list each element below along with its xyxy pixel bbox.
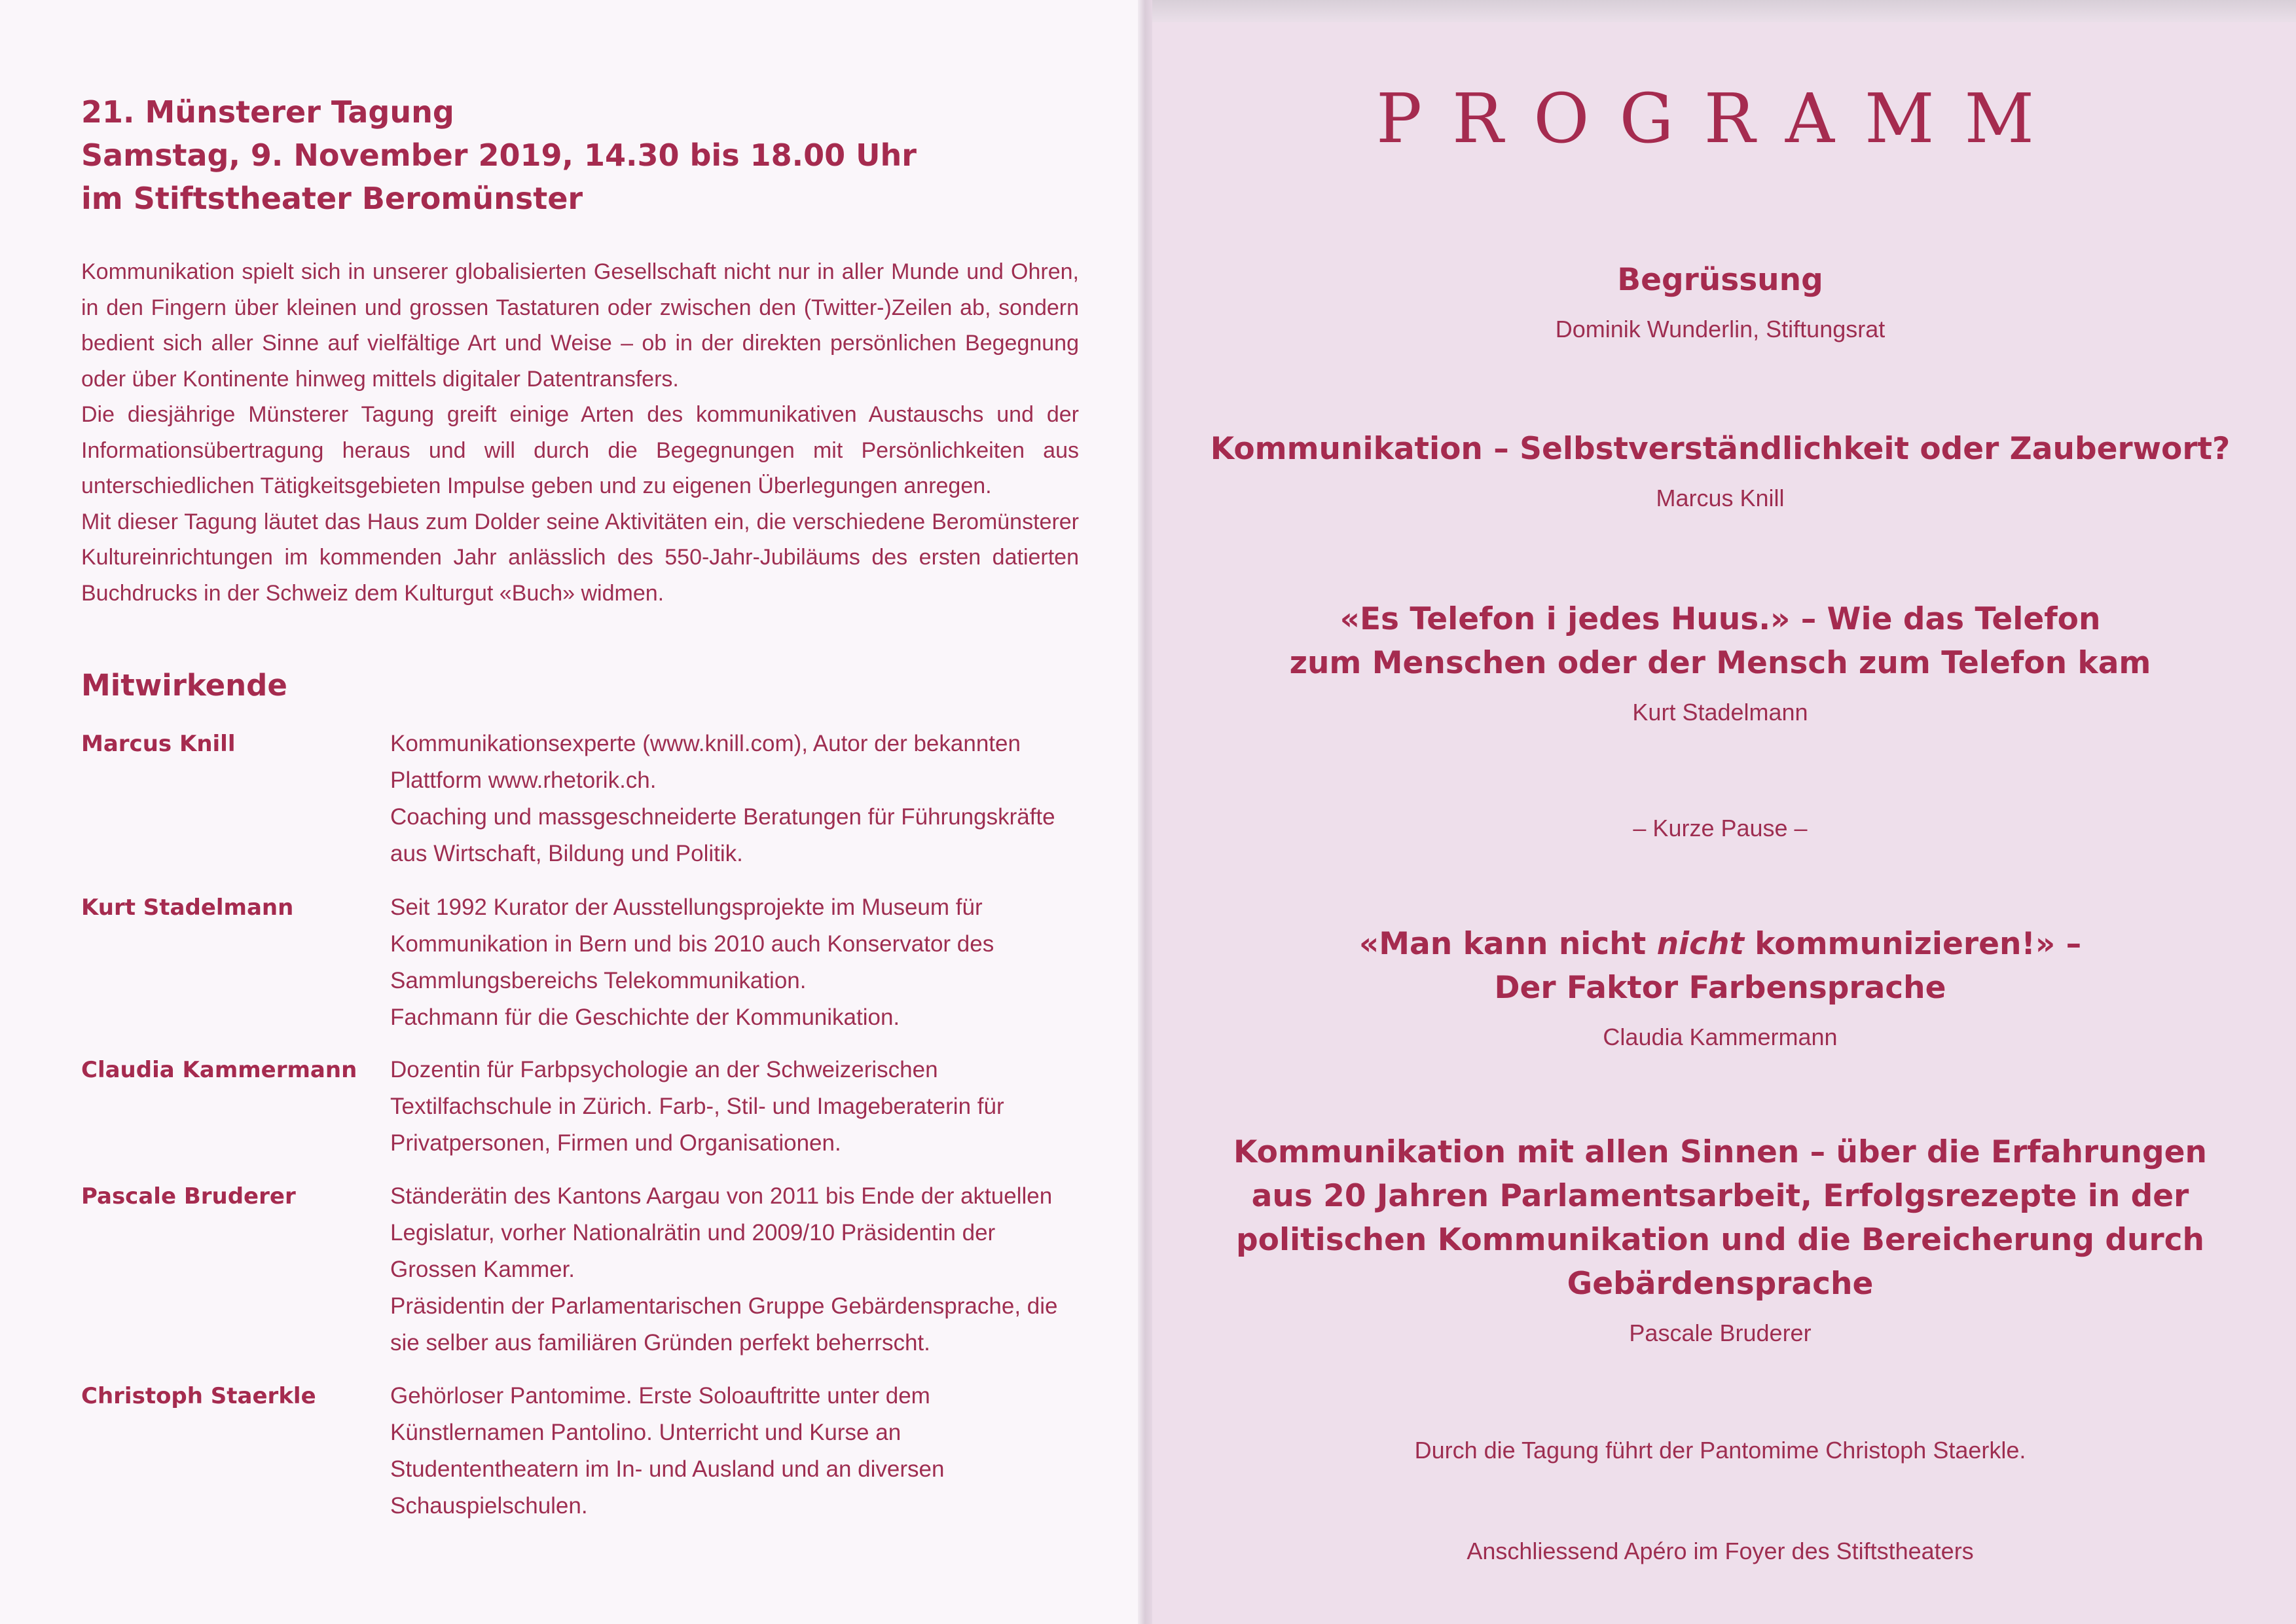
- break-note: – Kurze Pause –: [1633, 815, 1808, 841]
- program-item-telefon: [1144, 597, 2296, 731]
- programm-title: PROGRAMM: [1376, 79, 2064, 158]
- program-item-title: aus 20 Jahren Parlamentsarbeit, Erfolgsrezepte in der: [1251, 1178, 2189, 1214]
- event-heading: [81, 90, 917, 220]
- contributor-description: [390, 889, 1076, 1036]
- program-item-title: politischen Kommunikation und die Bereicherung durch: [1236, 1222, 2204, 1258]
- intro-text: [81, 254, 1079, 611]
- program-item-speaker: Marcus Knill: [1656, 485, 1785, 511]
- program-item-title: Kommunikation – Selbstverständlichkeit oder Zauberwort?: [1210, 431, 2231, 467]
- contributor-name: Marcus Knill: [81, 731, 236, 757]
- description-line: Ständerätin des Kantons Aargau von 2011 bis Ende der aktuellen Legislatur, vorher Nationalrätin und 2009/10 Präsidentin der Grossen Kammer.: [390, 1183, 1053, 1282]
- program-item-title: [1144, 922, 2296, 966]
- apero-note: Anschliessend Apéro im Foyer des Stiftstheaters: [1467, 1538, 1974, 1564]
- program-item-title: Kommunikation mit allen Sinnen – über die Erfahrungen: [1233, 1134, 2208, 1170]
- description-line: Präsidentin der Parlamentarischen Gruppe Gebärdensprache, die sie selber aus familiären Gründen perfekt beherrscht.: [390, 1293, 1058, 1356]
- program-item-title: Gebärdensprache: [1567, 1266, 1874, 1302]
- contributor-description: [390, 726, 1076, 872]
- contributor-name: Christoph Staerkle: [81, 1383, 316, 1409]
- program-item-title: zum Menschen oder der Mensch zum Telefon kam: [1289, 645, 2151, 681]
- intro-paragraph: Mit dieser Tagung läutet das Haus zum Dolder seine Aktivitäten ein, die verschiedene Beromünsterer Kultureinrichtungen im kommenden Jahr anlässlich des 550-Jahr-Jubiläums des ersten datierten Buchdrucks in der Schweiz dem Kulturgut «Buch» widmen.: [81, 509, 1079, 606]
- program-item-title: Begrüssung: [1617, 262, 1823, 298]
- program-item-speaker: Dominik Wunderlin, Stiftungsrat: [1555, 316, 1886, 342]
- title-part: «Man kann nicht: [1358, 926, 1657, 962]
- description-line: Gehörloser Pantomime. Erste Soloauftritte unter dem Künstlernamen Pantolino. Unterricht und Kurse an Studententheatern im In- und Ausland und an diversen Schauspielschulen.: [390, 1383, 945, 1519]
- description-line: Kommunikationsexperte (www.knill.com), Autor der bekannten Plattform www.rhetorik.ch.: [390, 731, 1021, 793]
- intro-paragraph: Die diesjährige Münsterer Tagung greift einige Arten des kommunikativen Austauschs und der Informationsübertragung heraus und will durch die Begegnungen mit Persönlichkeiten aus unterschiedlichen Tätigkeitsgebieten Impulse geben und zu eigenen Überlegungen anregen.: [81, 402, 1079, 498]
- paper-edge: [1144, 0, 2296, 22]
- description-line: Coaching und massgeschneiderte Beratungen für Führungskräfte aus Wirtschaft, Bildung und Politik.: [390, 804, 1055, 866]
- contributor-description: [390, 1378, 1076, 1524]
- contributor-description: [390, 1178, 1076, 1361]
- event-date: Samstag, 9. November 2019, 14.30 bis 18.00 Uhr: [81, 138, 917, 173]
- program-item-alle-sinne: [1144, 1130, 2296, 1352]
- mitwirkende-heading: Mitwirkende: [81, 668, 287, 703]
- title-part: kommunizieren!» –: [1743, 926, 2082, 962]
- moderation-note: Durch die Tagung führt der Pantomime Christoph Staerkle.: [1414, 1437, 2026, 1464]
- program-item-title: Der Faktor Farbensprache: [1494, 970, 1946, 1006]
- right-page: [1144, 0, 2296, 1624]
- description-line: Fachmann für die Geschichte der Kommunikation.: [390, 1005, 900, 1030]
- contributor-name: Pascale Bruderer: [81, 1183, 296, 1209]
- program-item-speaker: Pascale Bruderer: [1629, 1320, 1812, 1346]
- intro-paragraph: Kommunikation spielt sich in unserer globalisierten Gesellschaft nicht nur in aller Munde und Ohren, in den Fingern über kleinen und grossen Tastaturen oder zwischen den (Twitter-)Zeilen ab, sondern bedient sich aller Sinne auf vielfältige Art und Weise – ob in der direkten persönlichen Begegnung oder über Kontinente hinweg mittels digitaler Datentransfers.: [81, 259, 1079, 392]
- program-item-kommunikation: [1144, 427, 2296, 517]
- center-fold: [1138, 0, 1152, 1624]
- description-line: Seit 1992 Kurator der Ausstellungsprojekte im Museum für Kommunikation in Bern und bis 2010 auch Konservator des Sammlungsbereichs Telekommunikation.: [390, 895, 994, 993]
- contributor-name: Kurt Stadelmann: [81, 895, 294, 921]
- program-item-speaker: Claudia Kammermann: [1603, 1024, 1838, 1050]
- description-line: Dozentin für Farbpsychologie an der Schweizerischen Textilfachschule in Zürich. Farb-, Stil- und Imageberaterin für Privatpersonen, Firmen und Organisationen.: [390, 1057, 1004, 1156]
- program-item-speaker: Kurt Stadelmann: [1632, 699, 1808, 726]
- program-item-begruessung: [1144, 258, 2296, 348]
- event-title: 21. Münsterer Tagung: [81, 94, 454, 130]
- event-venue: im Stiftstheater Beromünster: [81, 181, 583, 216]
- program-item-farbensprache: [1144, 922, 2296, 1056]
- title-emphasis: nicht: [1656, 926, 1744, 962]
- contributor-description: [390, 1052, 1076, 1162]
- contributor-name: Claudia Kammermann: [81, 1057, 357, 1083]
- program-item-title: «Es Telefon i jedes Huus.» – Wie das Telefon: [1339, 601, 2101, 637]
